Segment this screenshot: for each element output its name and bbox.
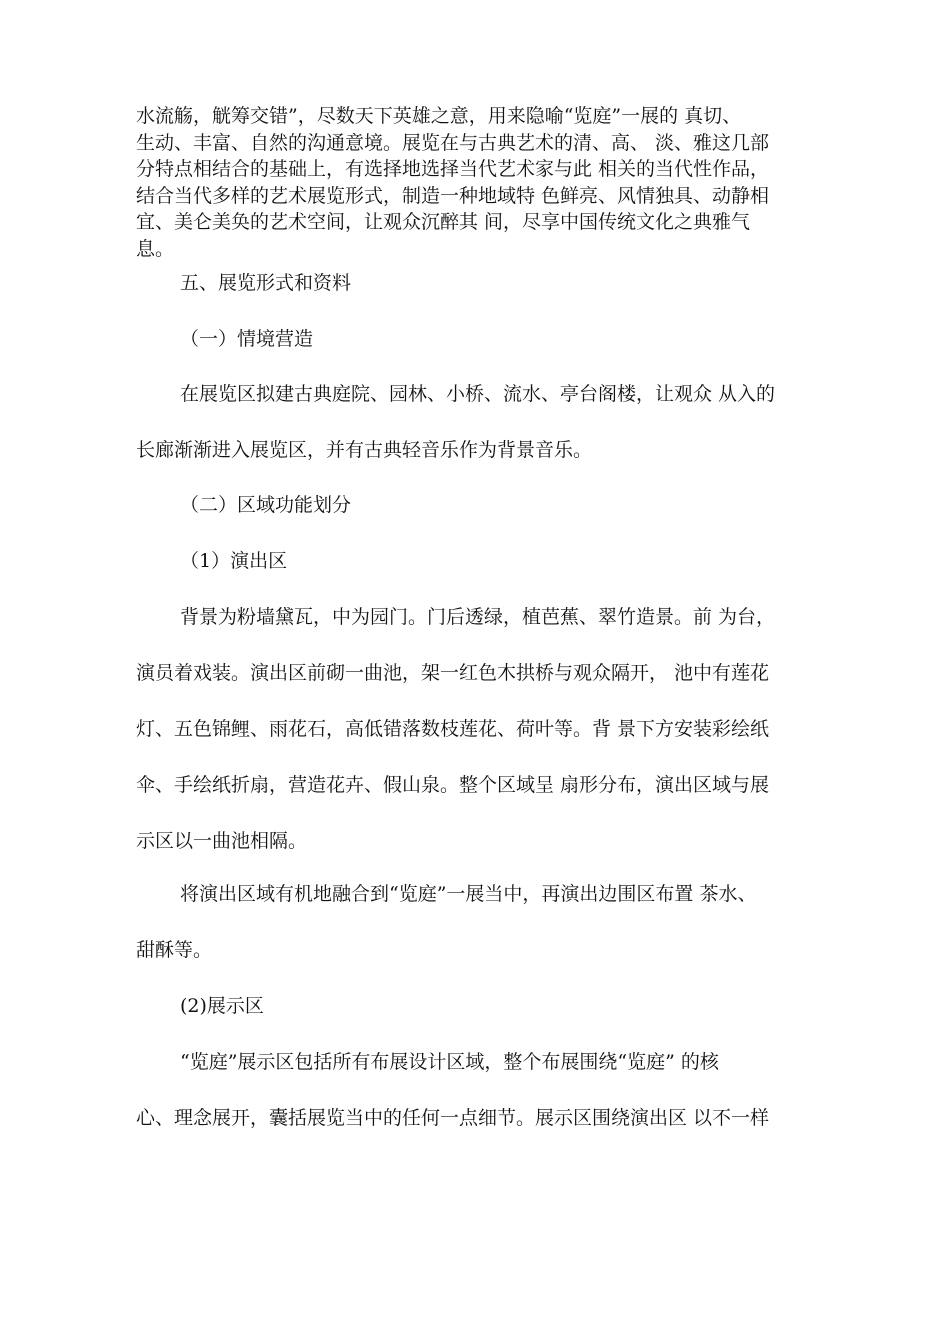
text-line: 结合当代多样的艺术展览形式，制造一种地域特 色鲜亮、风情独具、动静相: [136, 184, 770, 207]
text-line: 在展览区拟建古典庭院、园林、小桥、流水、亭台阁楼，让观众 从入的: [180, 383, 776, 405]
intro-paragraph: [136, 103, 826, 262]
subsection-heading: （二）区域功能划分: [180, 494, 352, 516]
text-line: 水流觞，觥筹交错”，尽数天下英雄之意，用来隐喻“览庭”一展的 真切、: [136, 105, 742, 127]
paragraph: [136, 381, 826, 493]
text-line: “览庭”展示区包括所有布展设计区域，整个布展围绕“览庭” 的核: [180, 1051, 719, 1073]
text-line: 演员着戏装。演出区前砌一曲池，架一红色木拱桥与观众隔开， 池中有莲花: [136, 662, 770, 684]
text-line: 生动、丰富、自然的沟通意境。展览在与古典艺术的清、高、 淡、雅这几部: [136, 131, 770, 154]
text-line: 示区以一曲池相隔。: [136, 830, 308, 852]
item-heading: （1）演出区: [180, 550, 288, 572]
text-line: 伞、手绘纸折扇，营造花卉、假山泉。整个区域呈 扇形分布，演出区域与展: [136, 774, 770, 796]
text-line: 背景为粉墙黛瓦，中为园门。门后透绿，植芭蕉、翠竹造景。前 为台，: [180, 606, 776, 628]
text-line: 长廊渐渐进入展览区，并有古典轻音乐作为背景音乐。: [136, 439, 593, 461]
text-line: 心、理念展开，囊括展览当中的任何一点细节。展示区围绕演出区 以不一样: [136, 1107, 770, 1129]
paragraph: [136, 881, 826, 993]
text-line: 息。: [136, 237, 175, 260]
subsection-heading: （一）情境营造: [180, 328, 314, 350]
text-line: 宜、美仑美奂的艺术空间，让观众沉醉其 间，尽享中国传统文化之典雅气: [136, 211, 751, 233]
text-line: 将演出区域有机地融合到“览庭”一展当中，再演出边围区布置 茶水、: [180, 883, 757, 905]
section-heading: 五、展览形式和资料: [180, 272, 352, 294]
text-line: 分特点相结合的基础上，有选择地选择当代艺术家与此 相关的当代性作品，: [136, 158, 770, 180]
paragraph: [136, 604, 826, 884]
paragraph: [136, 1049, 826, 1161]
text-line: 甜酥等。: [136, 939, 213, 961]
text-line: 灯、五色锦鲤、雨花石，高低错落数枝莲花、荷叶等。背 景下方安装彩绘纸: [136, 718, 770, 740]
item-heading: (2)展示区: [180, 995, 264, 1017]
